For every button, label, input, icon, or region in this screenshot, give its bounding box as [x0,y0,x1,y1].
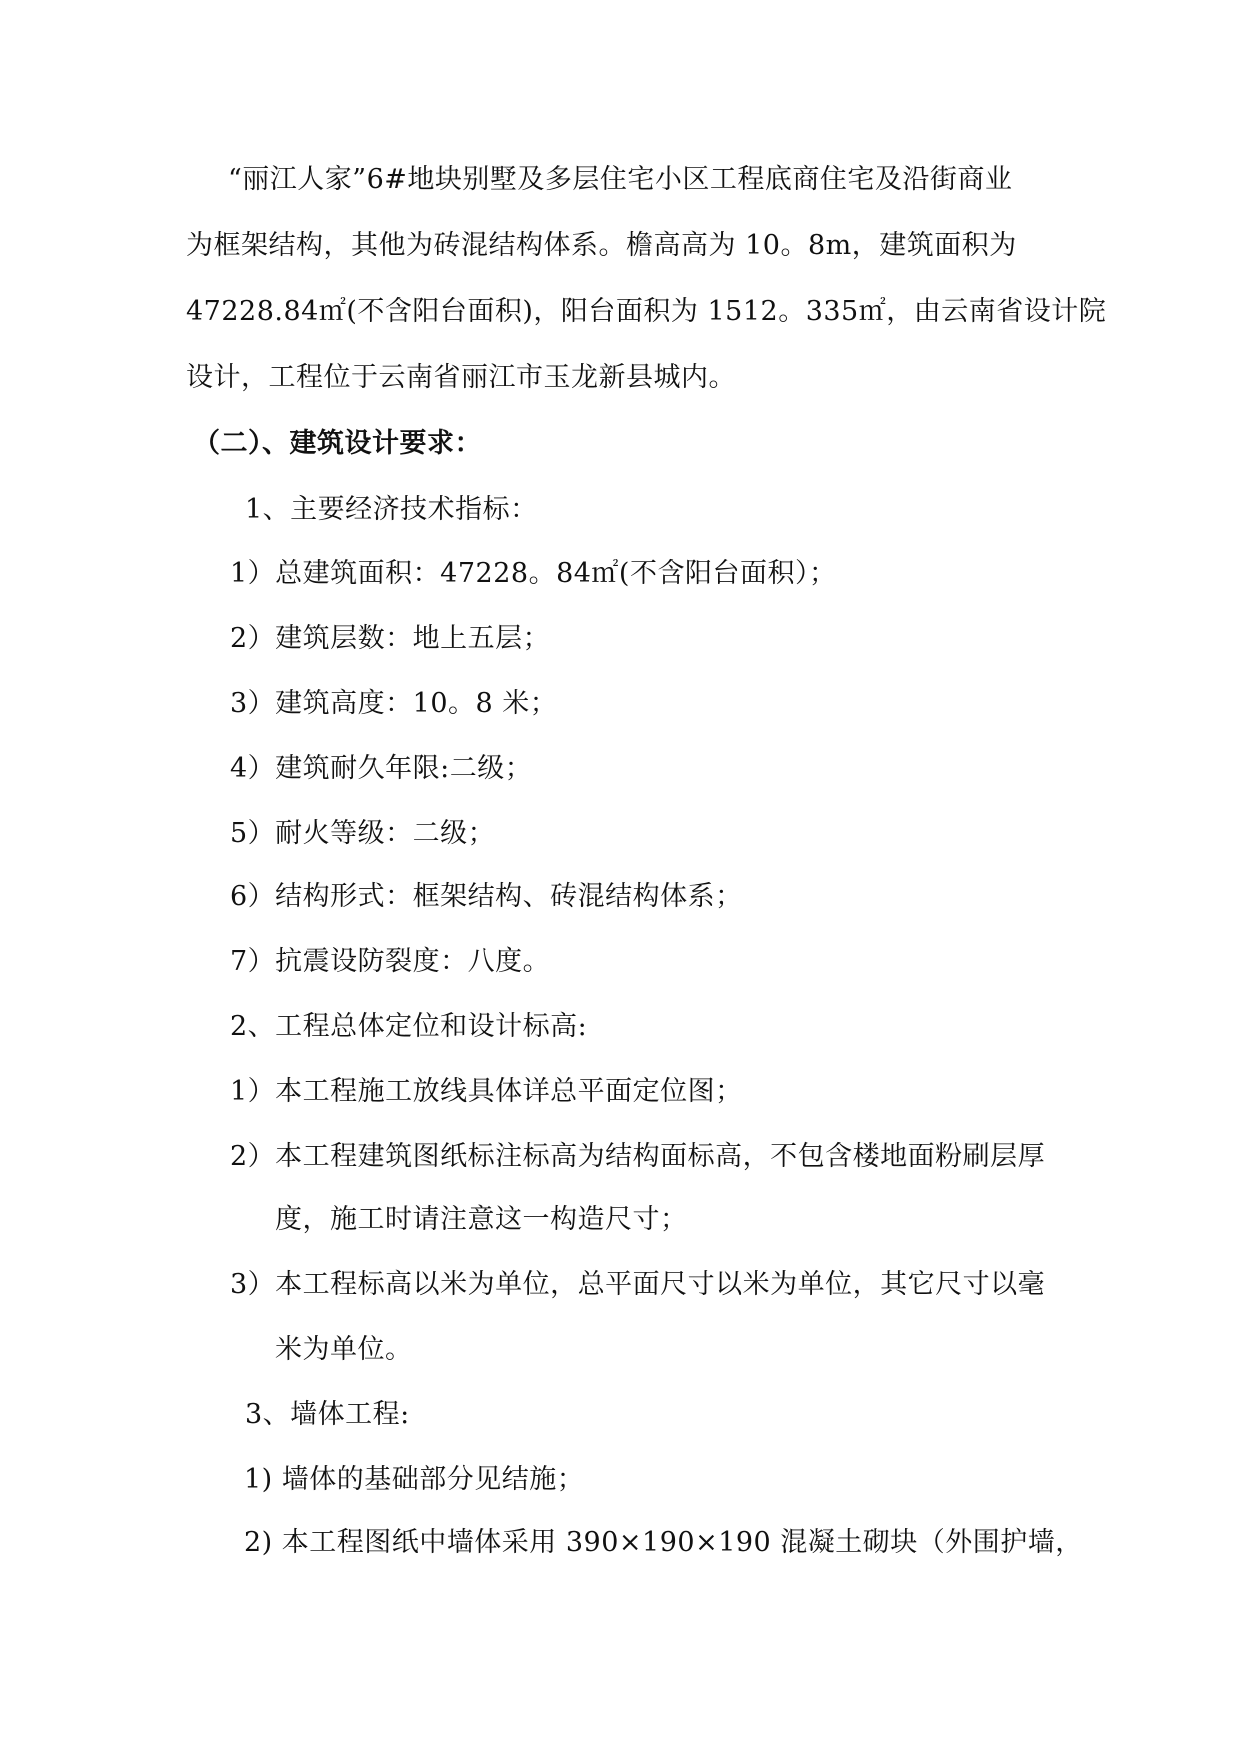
list-item-continuation: 度，施工时请注意这一构造尺寸； [275,1204,688,1235]
list-item: 2）建筑层数：地上五层； [230,623,551,654]
subsection-title-2: 2、工程总体定位和设计标高: [230,1011,588,1042]
list-item: 1）本工程施工放线具体详总平面定位图； [230,1076,743,1107]
list-item-continuation: 米为单位。 [275,1334,413,1365]
list-item: 3）建筑高度：10。8 米； [230,688,558,719]
list-item: 2）本工程建筑图纸标注标高为结构面标高，不包含楼地面粉刷层厚 [230,1141,1046,1172]
list-item: 5）耐火等级：二级； [230,818,496,849]
list-item: 1）总建筑面积：47228。84㎡(不含阳台面积）； [230,558,837,589]
paragraph-line-3: 47228.84㎡(不含阳台面积)，阳台面积为 1512。335㎡，由云南省设计院 [186,296,1107,327]
section-heading: （二）、建筑设计要求： [193,428,482,459]
subsection-title-3: 3、墙体工程: [245,1399,410,1430]
paragraph-line-1: “丽江人家”6#地块别墅及多层住宅小区工程底商住宅及沿街商业 [228,164,1013,195]
subsection-title-1: 1、主要经济技术指标： [245,494,538,525]
list-item: 1) 墙体的基础部分见结施； [244,1464,585,1495]
list-item: 2) 本工程图纸中墙体采用 390×190×190 混凝土砌块（外围护墙， [244,1527,1083,1558]
list-item: 4）建筑耐久年限:二级； [230,753,533,784]
list-item: 3）本工程标高以米为单位，总平面尺寸以米为单位，其它尺寸以毫 [230,1269,1046,1300]
list-item: 7）抗震设防裂度：八度。 [230,946,551,977]
paragraph-line-4: 设计，工程位于云南省丽江市玉龙新县城内。 [186,362,736,393]
paragraph-line-2: 为框架结构，其他为砖混结构体系。檐高高为 10。8m，建筑面积为 [186,230,1017,261]
list-item: 6）结构形式：框架结构、砖混结构体系； [230,881,743,912]
